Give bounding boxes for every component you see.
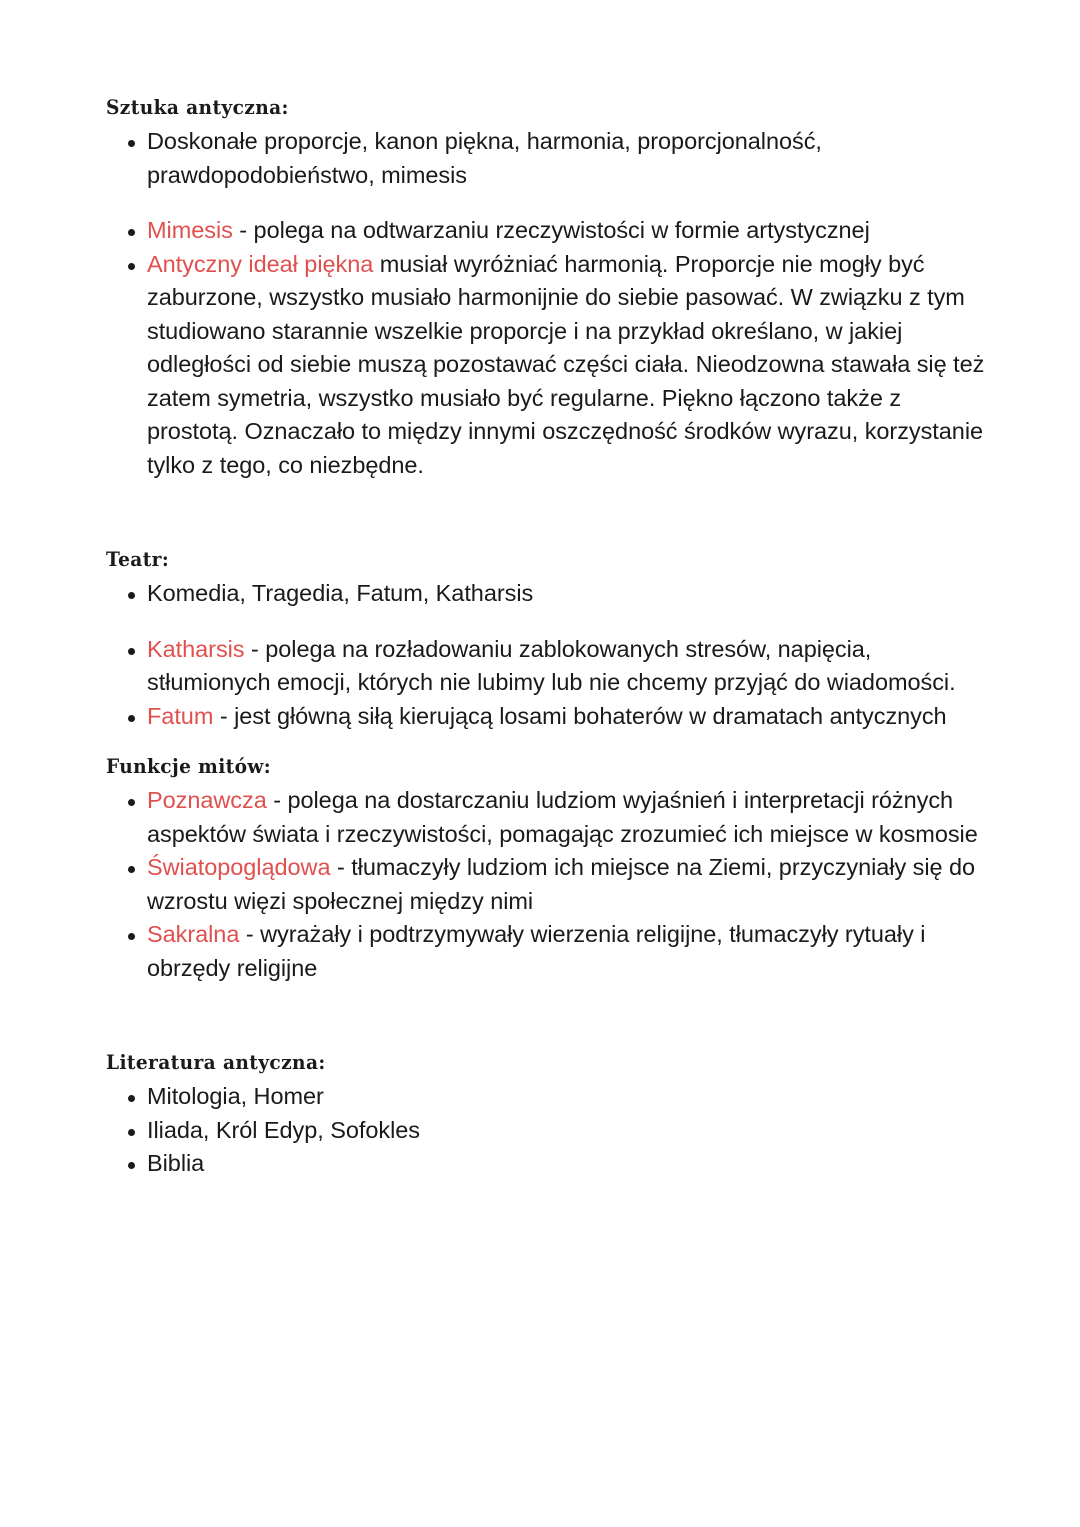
list-item-text: Komedia, Tragedia, Fatum, Katharsis	[147, 580, 534, 606]
spacer	[106, 611, 985, 633]
spacer	[106, 985, 985, 1051]
section-heading-sztuka-antyczna: Sztuka antyczna:	[106, 95, 289, 119]
term-definition: - polega na odtwarzaniu rzeczywistości w formie artystycznej	[232, 217, 870, 243]
term-katharsis: Katharsis	[147, 635, 245, 662]
term-definition: - wyrażały i podtrzymywały wierzenia religijne, tłumaczyły rytuały i obrzędy religijne	[147, 921, 926, 981]
list-funkcje-mitow	[106, 784, 985, 985]
term-definition: - tłumaczyły ludziom ich miejsce na Ziemi, przyczyniały się do wzrostu więzi społecznej między nimi	[147, 854, 976, 914]
term-definition: - polega na dostarczaniu ludziom wyjaśnień i interpretacji różnych aspektów świata i rzeczywistości, pomagając zrozumieć ich miejsce w kosmosie	[147, 787, 978, 847]
list-item	[106, 633, 985, 700]
spacer	[106, 192, 985, 214]
list-item-text: Mitologia, Homer	[147, 1083, 324, 1109]
spacer	[106, 733, 985, 755]
list-teatr-terms	[106, 633, 985, 734]
term-fatum: Fatum	[147, 702, 214, 729]
term-mimesis: Mimesis	[147, 217, 233, 243]
spacer	[106, 482, 985, 548]
section-heading-funkcje-mitow: Funkcje mitów:	[106, 754, 272, 778]
term-poznawcza: Poznawcza	[147, 787, 267, 813]
term-swiatopogladowa: Światopoglądowa	[147, 854, 331, 880]
term-definition: musiał wyróżniać harmonią. Proporcje nie mogły być zaburzone, wszystko musiało harmonijnie do siebie pasować. W związku z tym studiowano starannie wszelkie proporcje i na przykład określano, w jakiej odległości od siebie muszą pozostawać części ciała. Nieodzowna stawała się też zatem symetria, wszystko musiało być regularne. Piękno łączono także z prostotą. Oznaczało to między innymi oszczędność środków wyrazu, korzystanie tylko z tego, co niezbędne.	[147, 250, 985, 478]
list-item-text: Biblia	[147, 1150, 205, 1176]
list-item	[106, 248, 985, 483]
list-item	[106, 125, 985, 192]
list-sztuka-antyczna-terms	[106, 214, 985, 482]
section-heading-literatura-antyczna: Literatura antyczna:	[106, 1050, 326, 1074]
section-heading-teatr: Teatr:	[106, 547, 170, 571]
list-item	[106, 577, 985, 611]
term-sakralna: Sakralna	[147, 921, 240, 947]
list-item-text: Iliada, Król Edyp, Sofokles	[147, 1116, 420, 1143]
list-item	[106, 214, 985, 248]
list-item	[106, 1080, 985, 1114]
list-item	[106, 851, 985, 918]
term-definition: - jest główną siłą kierującą losami bohaterów w dramatach antycznych	[213, 702, 947, 729]
list-item	[106, 700, 985, 734]
list-item	[106, 784, 985, 851]
list-item-text: Doskonałe proporcje, kanon piękna, harmonia, proporcjonalność, prawdopodobieństwo, mimesis	[147, 128, 822, 188]
term-antyczny-ideal-piekna: Antyczny ideał piękna	[147, 250, 374, 277]
term-definition: - polega na rozładowaniu zablokowanych stresów, napięcia, stłumionych emocji, których nie lubimy lub nie chcemy przyjąć do wiadomości.	[147, 635, 956, 695]
list-sztuka-antyczna-overview	[106, 125, 985, 192]
list-item	[106, 1114, 985, 1148]
list-item	[106, 1147, 985, 1181]
list-item	[106, 918, 985, 985]
list-literatura-antyczna	[106, 1080, 985, 1181]
list-teatr-overview	[106, 577, 985, 611]
